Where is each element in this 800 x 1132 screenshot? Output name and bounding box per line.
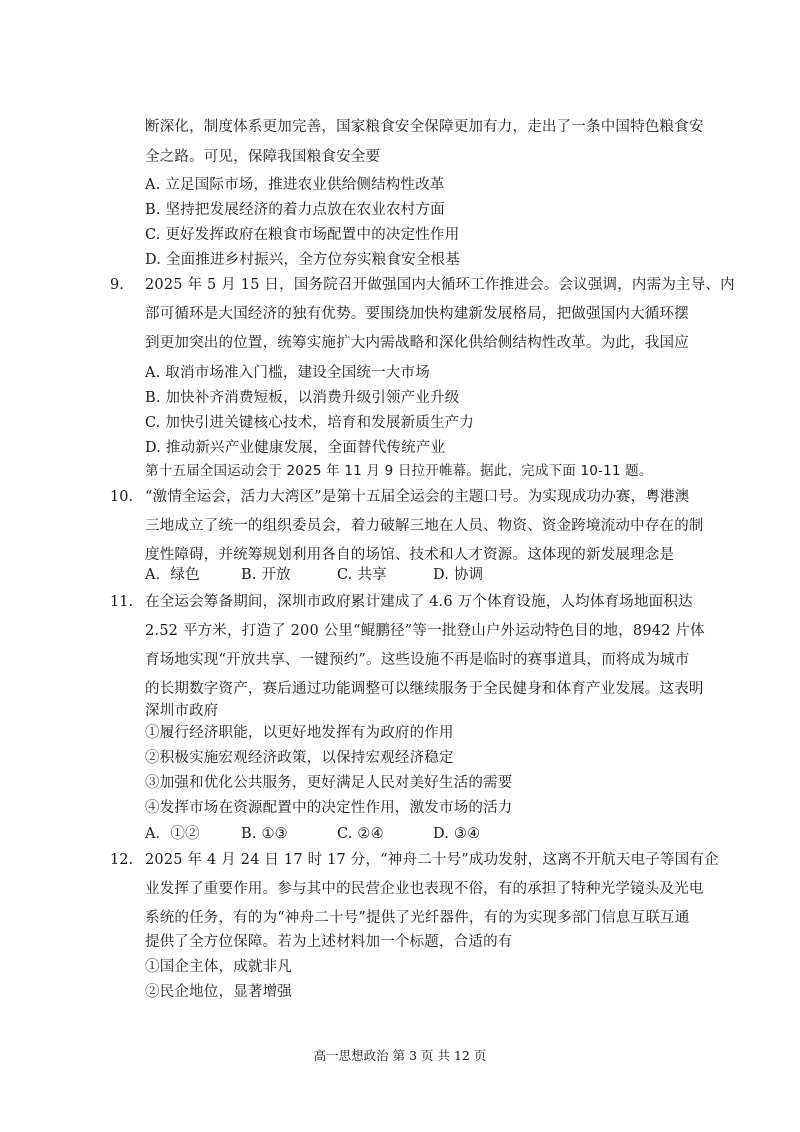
q9-text-line: 到更加突出的位置，统筹实施扩大内需战略和深化供给侧结构性改革。为此，我国应: [145, 335, 689, 351]
q12-number: 12.: [110, 852, 134, 868]
q10-options: [145, 565, 675, 585]
q9-option-a: A. 取消市场准入门槛，建设全国统一大市场: [145, 365, 430, 381]
q11-options: [145, 824, 675, 844]
q8-text-line: 全之路。可见，保障我国粮食安全要: [145, 149, 381, 165]
page-footer: 高一思想政治 第 3 页 共 12 页: [313, 1048, 487, 1063]
q10-text-line: 三地成立了统一的组织委员会，着力破解三地在人员、物资、资金跨境流动中存在的制: [145, 518, 704, 534]
q11-option-c: C. ②④: [337, 826, 384, 842]
q12-statement-2: ②民企地位，显著增强: [145, 984, 292, 1000]
group-intro: 第十五届全国运动会于 2025 年 11 月 9 日拉开帷幕。据此，完成下面 10-11 题。: [145, 463, 653, 479]
q9-option-d: D. 推动新兴产业健康发展，全面替代传统产业: [145, 440, 446, 456]
q11-statement-4: ④发挥市场在资源配置中的决定性作用，激发市场的活力: [145, 800, 513, 816]
q11-text-line: 在全运会筹备期间，深圳市政府累计建成了 4.6 万个体育设施，人均体育场地面积达: [145, 594, 693, 610]
q11-statement-3: ③加强和优化公共服务，更好满足人民对美好生活的需要: [145, 775, 513, 791]
q11-statement-1: ①履行经济职能，以更好地发挥有为政府的作用: [145, 725, 454, 741]
q11-text-line: 的长期数字资产，赛后通过功能调整可以继续服务于全民健身和体育产业发展。这表明: [145, 681, 704, 697]
q11-text-line: 深圳市政府: [145, 703, 219, 719]
q11-option-b: B. ①③: [241, 826, 288, 842]
q10-text-line: “激情全运会，活力大湾区”是第十五届全运会的主题口号。为实现成功办赛，粤港澳: [145, 489, 690, 505]
q11-number: 11.: [110, 594, 134, 610]
q11-statement-2: ②积极实施宏观经济政策，以保持宏观经济稳定: [145, 750, 454, 766]
q9-option-c: C. 加快引进关键核心技术，培育和发展新质生产力: [145, 415, 475, 431]
q8-option-d: D. 全面推进乡村振兴，全方位夯实粮食安全根基: [145, 252, 460, 268]
q8-option-a: A. 立足国际市场，推进农业供给侧结构性改革: [145, 177, 445, 193]
q8-option-c: C. 更好发挥政府在粮食市场配置中的决定性作用: [145, 227, 460, 243]
q10-text-line: 度性障碍，并统筹规划利用各自的场馆、技术和人才资源。这体现的新发展理念是: [145, 547, 675, 563]
q12-text-line: 业发挥了重要作用。参与其中的民营企业也表现不俗，有的承担了特种光学镜头及光电: [145, 881, 704, 897]
q12-statement-1: ①国企主体，成就非凡: [145, 959, 292, 975]
q11-option-d: D. ③④: [433, 826, 481, 842]
q12-text-line: 系统的任务，有的为“神舟二十号”提供了光纤器件，有的为实现多部门信息互联互通: [145, 910, 690, 926]
q8-option-b: B. 坚持把发展经济的着力点放在农业农村方面: [145, 202, 445, 218]
q9-text-line: 部可循环是大国经济的独有优势。要围绕加快构建新发展格局，把做强国内大循环摆: [145, 306, 689, 322]
q11-option-a: A．①②: [145, 826, 200, 842]
q9-number: 9.: [110, 277, 124, 293]
q10-option-b: B. 开放: [241, 567, 291, 583]
q12-text-line: 提供了全方位保障。若为上述材料加一个标题，合适的有: [145, 934, 513, 950]
q10-option-c: C. 共享: [337, 567, 387, 583]
q8-text-line: 断深化，制度体系更加完善，国家粮食安全保障更加有力，走出了一条中国特色粮食安: [145, 119, 704, 135]
q12-text-line: 2025 年 4 月 24 日 17 时 17 分，“神舟二十号”成功发射，这离不开航天电子等国有企: [145, 852, 719, 868]
q9-text-line: 2025 年 5 月 15 日，国务院召开做强国内大循环工作推进会。会议强调，内需为主导、内: [145, 277, 735, 293]
q9-option-b: B. 加快补齐消费短板，以消费升级引领产业升级: [145, 390, 460, 406]
q10-number: 10.: [110, 489, 134, 505]
q10-option-d: D. 协调: [433, 567, 484, 583]
q11-text-line: 2.52 平方米，打造了 200 公里“鲲鹏径”等一批登山户外运动特色目的地，8942 片体: [145, 623, 705, 639]
q11-text-line: 育场地实现“开放共享、一键预约”。这些设施不再是临时的赛事道具，而将成为城市: [145, 652, 690, 668]
q10-option-a: A．绿色: [145, 567, 200, 583]
